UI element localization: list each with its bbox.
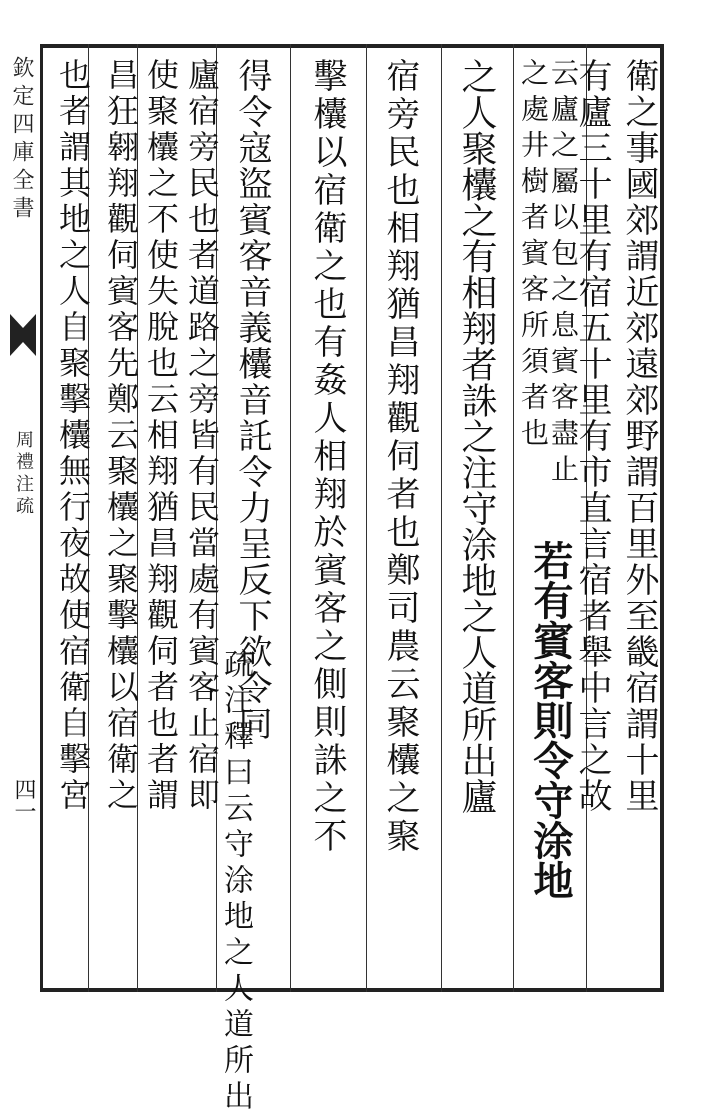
column-rule (441, 44, 442, 992)
text-column-13: 昌狂翱翔觀伺賓客先鄭云聚欜之聚擊欜以宿衛之 (102, 58, 140, 814)
text-column-6: 之人聚欜之有相翔者誅之注守涂地之人道所出廬 (456, 58, 497, 814)
text-column-1: 衛之事國郊謂近郊遠郊野謂百里外至畿宿謂十里 (619, 58, 659, 814)
column-rule (366, 44, 367, 992)
section-title: 周禮注疏 (13, 430, 34, 518)
text-column-5-heading: 若有賓客則令守涂地 (527, 540, 574, 900)
text-column-9: 得令寇盜賓客音義欜音託令力呈反下欲令同 (232, 58, 272, 742)
text-column-7: 宿旁民也相翔猶昌翔觀伺者也鄭司農云聚欜之聚 (380, 58, 420, 856)
column-rule (290, 44, 291, 992)
page-number: 四一 (11, 778, 36, 822)
text-column-11: 廬宿旁民也者道路之旁皆有民當處有賓客止宿即 (183, 58, 221, 814)
text-column-4: 之處井樹者賓客所須者也 (517, 58, 550, 454)
text-column-14: 也者謂其地之人自聚擊欜無行夜故使宿衛自擊宮 (54, 58, 92, 814)
column-rule (513, 44, 514, 992)
text-column-12: 使聚欜之不使失脫也云相翔猶昌翔觀伺者也者謂 (142, 58, 180, 814)
text-column-10: 疏注釋曰云守涂地之人道所出 (218, 648, 253, 1116)
text-column-8: 擊欜以宿衛之也有姦人相翔於賓客之側則誅之不 (307, 58, 347, 856)
text-column-2: 有廬三十里有宿五十里有市直言宿者舉中言之故 (572, 58, 612, 814)
text-column-3: 云廬之屬以包之息賓客盡止 (547, 58, 580, 490)
fish-tail-mark-icon (6, 310, 40, 360)
book-title: 欽定四庫全書 (9, 56, 34, 224)
